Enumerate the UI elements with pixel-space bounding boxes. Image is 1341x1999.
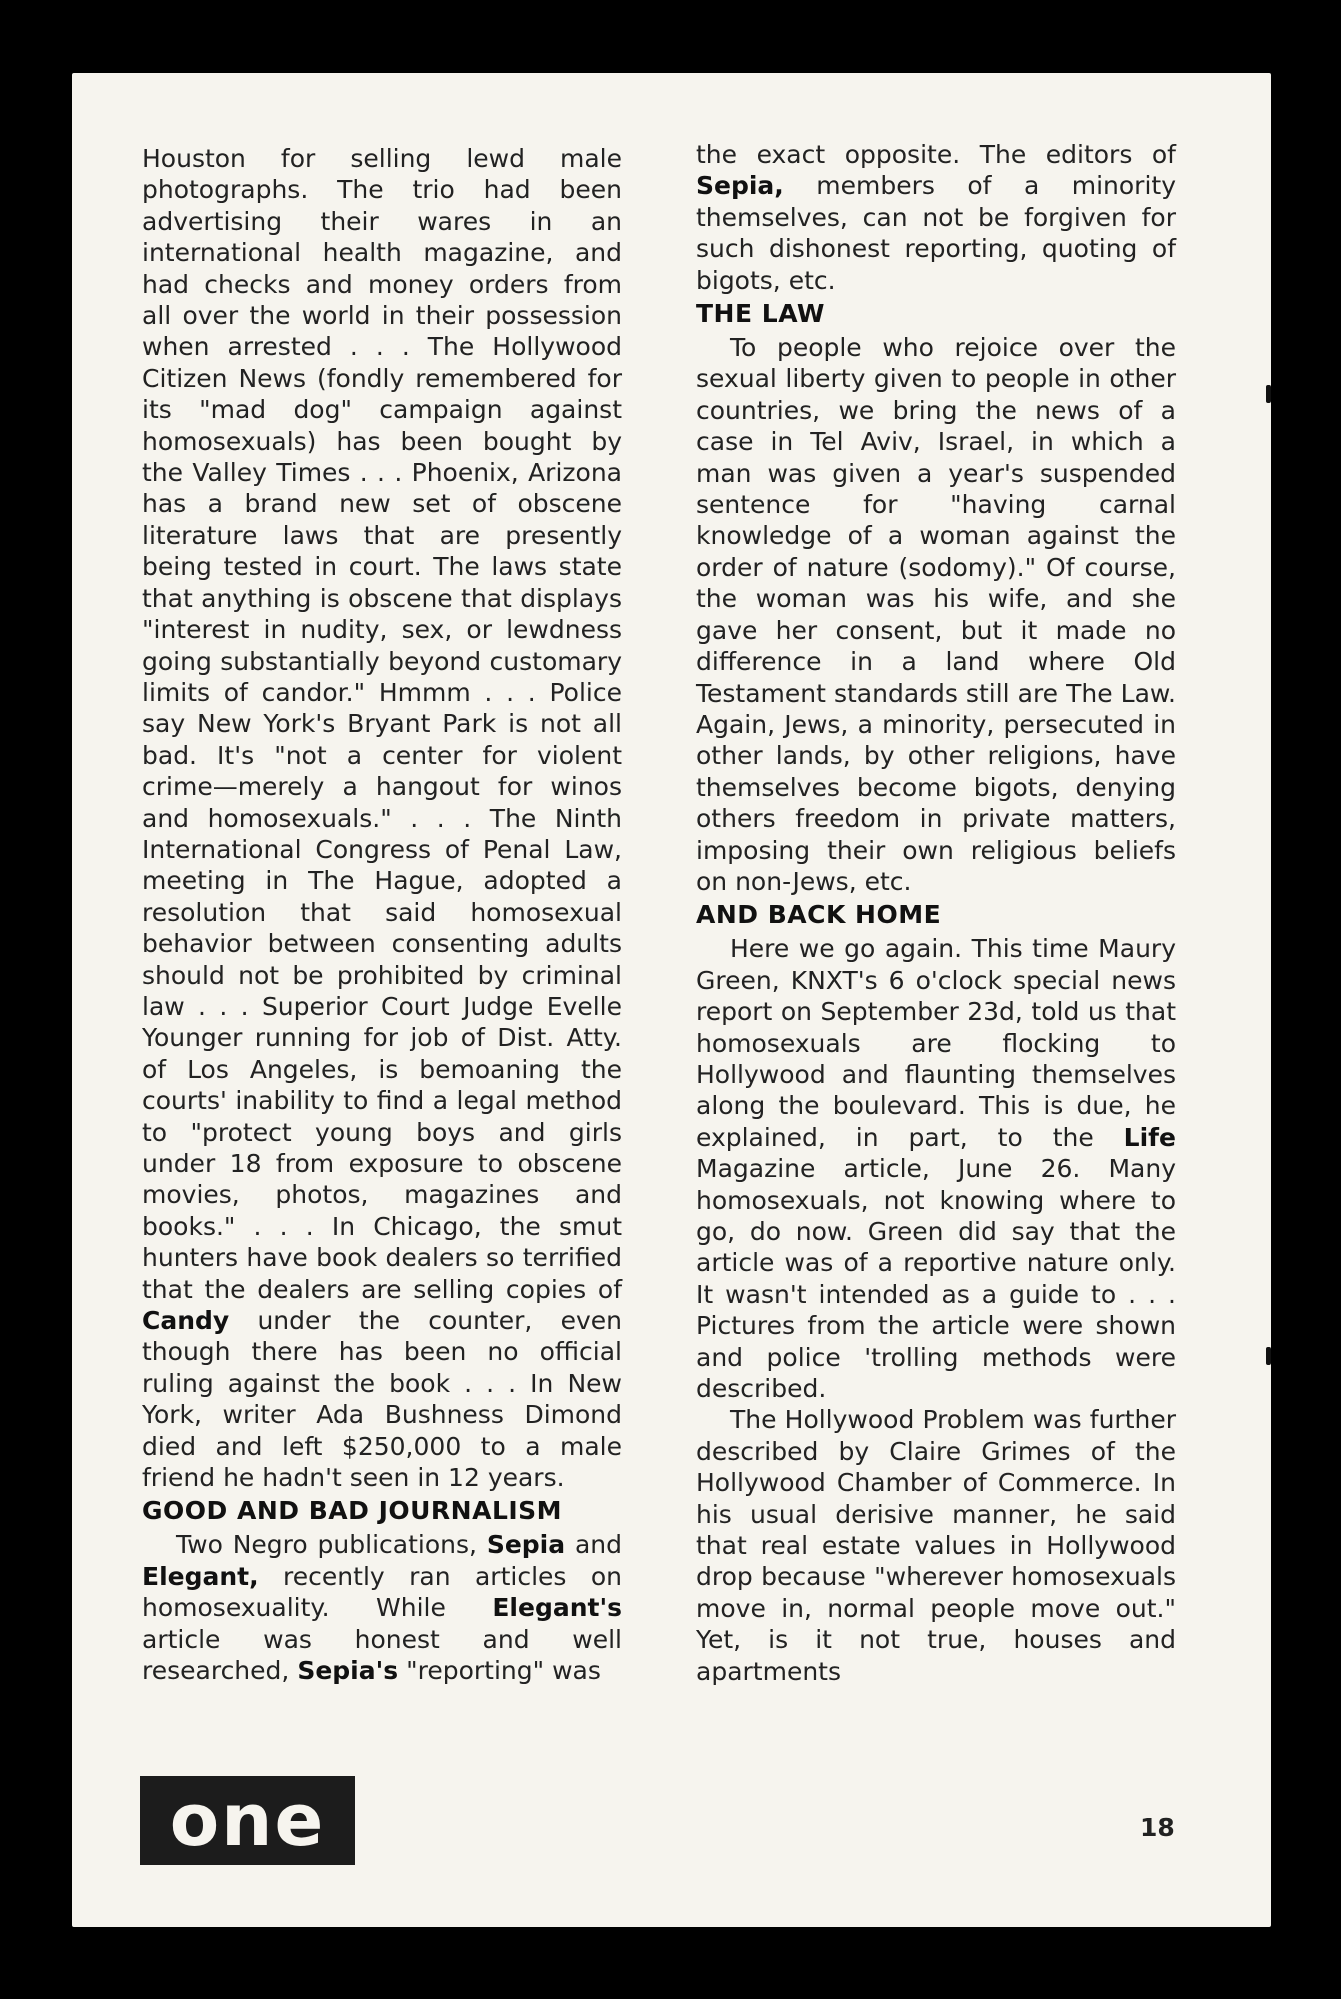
publication-name: Sepia's xyxy=(297,1656,399,1686)
book-title: Candy xyxy=(142,1306,230,1336)
paragraph-text: "reporting" was xyxy=(398,1656,601,1686)
paragraph xyxy=(696,933,1176,1404)
left-column xyxy=(142,143,622,1687)
binding-mark xyxy=(1266,385,1271,403)
right-column xyxy=(696,139,1176,1687)
section-heading: THE LAW xyxy=(696,299,825,329)
page-number: 18 xyxy=(1140,1813,1175,1842)
section-heading: AND BACK HOME xyxy=(696,900,942,930)
paragraph-text: under the counter, even though there has been no official ruling against the book . . . In New York, writer Ada Bushness Dimond died and left $250,000 to a male friend he hadn't seen in 12 years. xyxy=(142,1306,622,1493)
paragraph xyxy=(696,139,1176,296)
magazine-logo: one xyxy=(140,1776,355,1865)
paragraph-text: recently ran articles on homosexuality. While xyxy=(142,1561,622,1623)
paragraph-text: Two Negro publications, xyxy=(176,1530,487,1560)
binding-mark xyxy=(1266,1347,1271,1365)
publication-name: Sepia, xyxy=(696,171,784,201)
paragraph: To people who rejoice over the sexual liberty given to people in other countries, we bring the news of a case in Tel Aviv, Israel, in which a man was given a year's suspended sentence for "having carnal knowledge of a woman against the order of nature (sodomy)." Of course, the woman was his wife, and she gave her consent, but it made no difference in a land where Old Testament standards still are The Law. Again, Jews, a minority, persecuted in other lands, by other religions, have themselves become bigots, denying others freedom in private matters, imposing their own religious beliefs on non-Jews, etc. xyxy=(696,333,1176,896)
paragraph-text: Houston for selling lewd male photographs. The trio had been advertising their wares in an international health magazine, and had checks and money orders from all over the world in their possession when arrested . . . The Hollywood Citizen News (fondly remembered for its "mad dog" campaign against homosexuals) has been bought by the Valley Times . . . Phoenix, Arizona has a brand new set of obscene literature laws that are presently being tested in court. The laws state that anything is obscene that displays "interest in nudity, sex, or lewdness going substantially beyond customary limits of candor." Hmmm . . . Police say New York's Bryant Park is not all bad. It's "not a center for violent crime—merely a hangout for winos and homosexuals." . . . The Ninth International Congress of Penal Law, meeting in The Hague, adopted a resolution that said homosexual behavior between consenting adults should not be prohibited by criminal law . . . Superior Court Judge Evelle Younger running for job of Dist. Atty. of Los Angeles, is bemoaning the courts' inability to find a legal method to "protect young boys and girls under 18 from exposure to obscene movies, photos, magazines and books." . . . In Chicago, the smut hunters have book dealers so terrified that the dealers are selling copies of xyxy=(142,144,622,1304)
paragraph-text: and xyxy=(565,1530,622,1560)
paragraph-text: members of a minority themselves, can not be forgiven for such dishonest reporting, quoting of bigots, etc. xyxy=(696,171,1176,295)
paragraph xyxy=(142,143,622,1493)
paragraph-text: Magazine article, June 26. Many homosexuals, not knowing where to go, do now. Green did say that the article was of a reportive nature only. It wasn't intended as a guide to . . . Pictures from the article were shown and police 'trolling methods were described. xyxy=(696,1154,1176,1404)
publication-name: Sepia xyxy=(486,1530,566,1560)
paragraph xyxy=(142,1529,622,1686)
section-heading: GOOD AND BAD JOURNALISM xyxy=(142,1496,563,1526)
publication-name: Elegant's xyxy=(492,1593,622,1623)
paragraph-text: article was honest and well researched, xyxy=(142,1624,622,1686)
magazine-page xyxy=(72,73,1271,1927)
paragraph: The Hollywood Problem was further described by Claire Grimes of the Hollywood Chamber of Commerce. In his usual derisive manner, he said that real estate values in Hollywood drop because "wherever homosexuals move in, normal people move out." Yet, is it not true, houses and apartments xyxy=(696,1405,1176,1686)
publication-name: Life xyxy=(1123,1122,1176,1152)
paragraph-text: Here we go again. This time Maury Green, KNXT's 6 o'clock special news report on September 23d, told us that homosexuals are flocking to Hollywood and flaunting themselves along the boulevard. This is due, he explained, in part, to the xyxy=(696,934,1176,1152)
paragraph-text: the exact opposite. The editors of xyxy=(696,140,1176,169)
publication-name: Elegant, xyxy=(142,1561,259,1591)
